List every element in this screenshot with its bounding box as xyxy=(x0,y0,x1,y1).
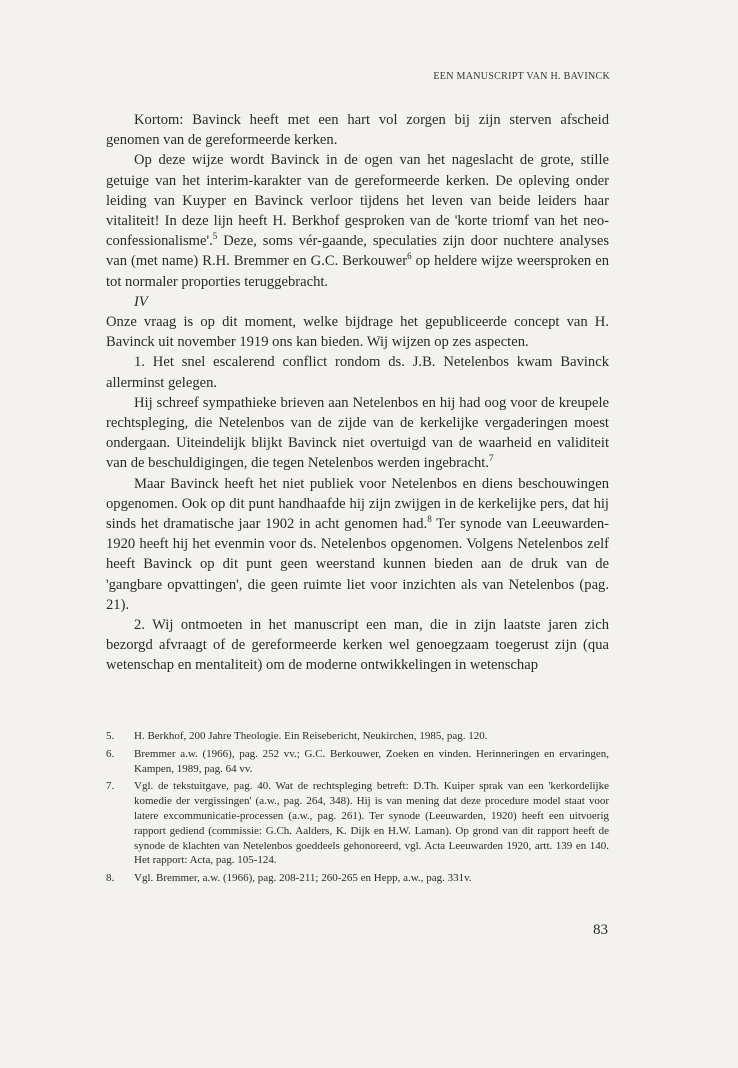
footnotes xyxy=(106,729,609,889)
footnote-ref: 7 xyxy=(488,453,494,464)
footnote-number: 6. xyxy=(106,747,115,760)
footnote-ref: 5 xyxy=(212,231,218,242)
footnote xyxy=(106,871,609,886)
paragraph-text: Ter synode van Leeuwarden-1920 heeft hij het evenmin voor ds. Netelenbos opgenomen. Volgens Netelenbos zelf heeft Bavinck op dit punt geen weerstand kunnen bieden aan de druk van de 'gangbare opvattingen', die geen ruimte liet voor inzichten als van Netelenbos (pag. 21). xyxy=(106,516,609,613)
footnote-text: Vgl. Bremmer, a.w. (1966), pag. 208-211; 260-265 en Hepp, a.w., pag. 331v. xyxy=(134,872,472,885)
paragraph: Onze vraag is op dit moment, welke bijdrage het gepubliceerde concept van H. Bavinck uit november 1919 ons kan bieden. Wij wijzen op zes aspecten. xyxy=(106,314,609,351)
footnote xyxy=(106,779,609,868)
paragraph: Kortom: Bavinck heeft met een hart vol zorgen bij zijn sterven afscheid genomen van de gereformeerde kerken. xyxy=(106,112,609,149)
footnote-ref: 8 xyxy=(427,514,432,525)
paragraph-text: Op deze wijze wordt Bavinck in de ogen van het nageslacht de grote, stille getuige van het interim-karakter van de gereformeerde kerken. De opleving onder leiding van Kuyper en Bavinck verloor tijdens het leven van beide leiders haar vitaliteit! In deze lijn heeft H. Berkhof gesproken van de 'korte triomf van het neo-confessionalisme'. xyxy=(106,152,609,250)
paragraph: 2. Wij ontmoeten in het manuscript een man, die in zijn laatste jaren zich bezorgd afvraagt of de gereformeerde kerken wel genoegzaam toegerust zijn (qua wetenschap en mentaliteit) om de moderne ontwikkelingen in wetenschap xyxy=(106,617,609,674)
paragraph xyxy=(106,150,609,291)
paragraph xyxy=(106,393,609,474)
footnote-ref: 6 xyxy=(407,251,412,262)
paragraph: 1. Het snel escalerend conflict rondom ds. J.B. Netelenbos kwam Bavinck allerminst gelegen. xyxy=(106,354,609,391)
section-heading: IV xyxy=(134,293,148,310)
footnote-number: 7. xyxy=(106,780,115,793)
paragraph-text: Hij schreef sympathieke brieven aan Netelenbos en hij had oog voor de kreupele rechtspleging, die Netelenbos van de zijde van de kerkelijke vergaderingen moest ondergaan. Uiteindelijk blijkt Bavinck niet overtuigd van de waarheid en validiteit van de beschuldigingen, die tegen Netelenbos werden ingebracht. xyxy=(106,394,609,472)
footnote-text: Vgl. de tekstuitgave, pag. 40. Wat de rechtspleging betreft: D.Th. Kuiper sprak van een 'kerkordelijke komedie der vergissingen' (a.w., pag. 264, 348). Hij is van mening dat deze procedure model staat voor latere excommunicatie-processen (a.w., pag. 261). Ter synode (Leeuwarden, 1920) heeft een uitvoerig rapport gediend (commissie: G.Ch. Aalders, K. Dijk en H.W. Laman). Op grond van dit rapport heeft de synode de klachten van Netelenbos goeddeels gehonoreerd, vgl. Acta Leeuwarden 1920, artt. 139 en 140. Het rapport: Acta, pag. 105-124. xyxy=(134,780,609,867)
paragraph xyxy=(106,474,609,615)
paragraph-text: op heldere wijze weersproken en tot normaler proporties teruggebracht. xyxy=(106,253,609,290)
paragraph-text: Maar Bavinck heeft het niet publiek voor Netelenbos en diens beschouwingen opgenomen. Ook op dit punt handhaafde hij zijn zwijgen in de kerkelijke pers, dat hij sinds het dramatische jaar 1902 in acht genomen had. xyxy=(106,475,609,533)
footnote xyxy=(106,729,609,744)
footnote-number: 8. xyxy=(106,872,115,885)
footnote xyxy=(106,747,609,777)
footnote-text: H. Berkhof, 200 Jahre Theologie. Ein Reisebericht, Neukirchen, 1985, pag. 120. xyxy=(134,730,488,742)
footnote-text: Bremmer a.w. (1966), pag. 252 vv.; G.C. Berkouwer, Zoeken en vinden. Herinneringen en ervaringen, Kampen, 1989, pag. 64 vv. xyxy=(134,747,609,775)
main-text xyxy=(106,110,609,676)
footnote-number: 5. xyxy=(106,730,115,742)
running-head: EEN MANUSCRIPT VAN H. BAVINCK xyxy=(433,71,610,82)
paragraph-text: Deze, soms vér-gaande, speculaties zijn door nuchtere analyses van (met name) R.H. Bremmer en G.C. Berkouwer xyxy=(106,233,609,270)
page-number: 83 xyxy=(593,922,608,938)
